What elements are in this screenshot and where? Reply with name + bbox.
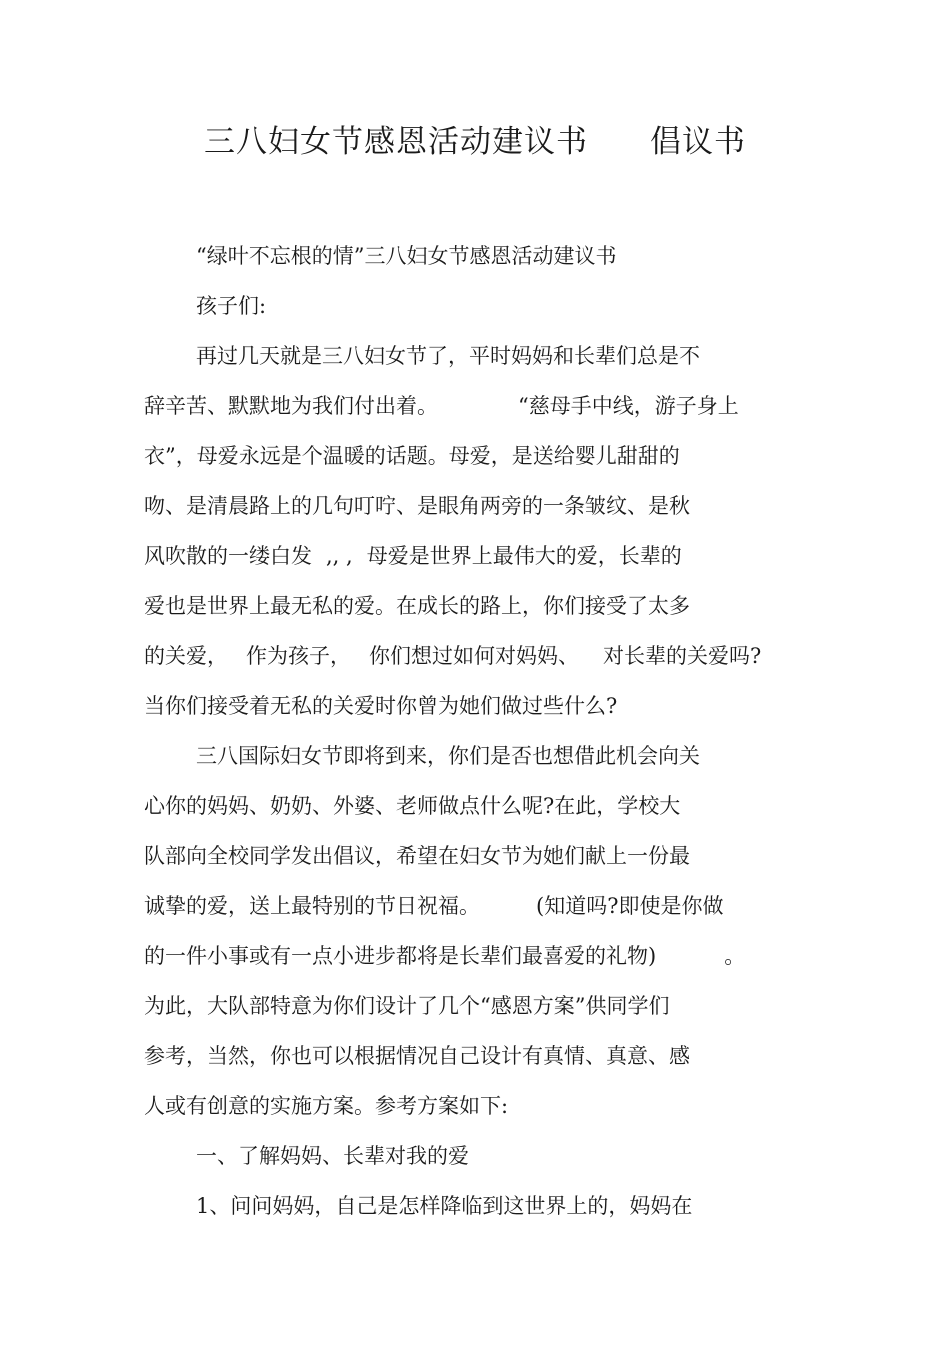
section-heading: 一、了解妈妈、长辈对我的爱 <box>196 1144 469 1168</box>
paragraph-line: 的一件小事或有一点小进步都将是长辈们最喜爱的礼物) 。 <box>144 944 746 968</box>
salutation: 孩子们: <box>196 294 267 318</box>
paragraph-line: 三八国际妇女节即将到来，你们是否也想借此机会向关 <box>196 744 700 768</box>
paragraph-line: 吻、是清晨路上的几句叮咛、是眼角两旁的一条皱纹、是秋 <box>144 494 690 518</box>
paragraph-line: 当你们接受着无私的关爱时你曾为她们做过些什么? <box>144 694 618 718</box>
paragraph-line: 辞辛苦、默默地为我们付出着。 “慈母手中线，游子身上 <box>144 394 739 418</box>
paragraph-line: 心你的妈妈、奶奶、外婆、老师做点什么呢?在此，学校大 <box>144 794 681 818</box>
paragraph-line: 风吹散的一缕白发 ,, , 母爱是世界上最伟大的爱，长辈的 <box>144 544 682 568</box>
paragraph-line: 队部向全校同学发出倡议，希望在妇女节为她们献上一份最 <box>144 844 690 868</box>
paragraph-line: 再过几天就是三八妇女节了，平时妈妈和长辈们总是不 <box>196 344 700 368</box>
list-item: 1、问问妈妈，自己是怎样降临到这世界上的，妈妈在 <box>196 1194 693 1218</box>
paragraph-line: 的关爱， 作为孩子， 你们想过如何对妈妈、 对长辈的关爱吗? <box>144 644 762 668</box>
paragraph-line: 诚挚的爱，送上最特别的节日祝福。 (知道吗?即使是你做 <box>144 894 724 918</box>
paragraph-line: 爱也是世界上最无私的爱。在成长的路上，你们接受了太多 <box>144 594 690 618</box>
paragraph-line: 参考，当然，你也可以根据情况自己设计有真情、真意、感 <box>144 1044 690 1068</box>
title-sub: 倡议书 <box>650 124 746 160</box>
paragraph-line: 为此，大队部特意为你们设计了几个“感恩方案”供同学们 <box>144 994 670 1018</box>
paragraph-line: 衣”，母爱永远是个温暖的话题。母爱，是送给婴儿甜甜的 <box>144 444 680 468</box>
title-main: 三八妇女节感恩活动建议书 <box>204 124 588 160</box>
paragraph-line: 人或有创意的实施方案。参考方案如下: <box>144 1094 509 1118</box>
subheading: “绿叶不忘根的情”三八妇女节感恩活动建议书 <box>196 244 617 268</box>
document-title <box>0 116 950 168</box>
